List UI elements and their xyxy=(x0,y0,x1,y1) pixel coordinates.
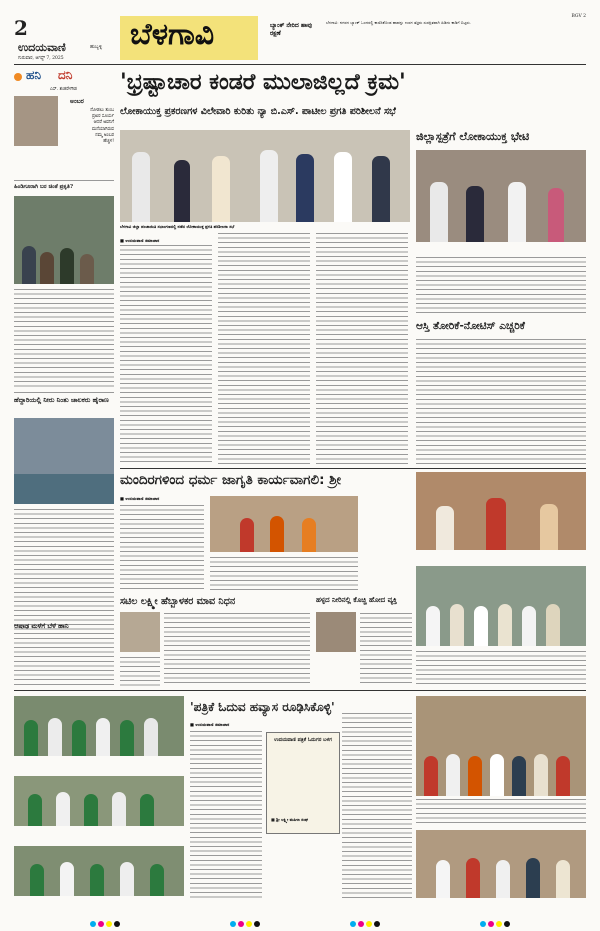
poem-line: ಪ್ರಖರ ಸೂರ್ಯ xyxy=(91,114,114,120)
left-column xyxy=(14,68,114,688)
masthead xyxy=(14,14,586,64)
story1-photo xyxy=(14,196,114,284)
main-photo-caption: ಬೆಳಗಾವಿ ಜಿಲ್ಲಾ ಪಂಚಾಯಿತಿ ಸಭಾಂಗಣದಲ್ಲಿ ನಡೆದ ಲೋಕಾಯುಕ್ತ ಪ್ರಗತಿ ಪರಿಶೀಲನಾ ಸಭೆ xyxy=(120,224,235,229)
main-text-col2 xyxy=(218,232,310,466)
story1-headline: ಹಿಂಡಿಗೂರಾಗಿ ಬರ ಚಿಂತೆ ಪ್ರಕೃತಿ? xyxy=(14,184,74,190)
poem-line: ಮನೆಯಾಗಿರುವ xyxy=(92,126,114,132)
obit1-text-lower xyxy=(120,656,160,686)
bottom-left-photo1 xyxy=(14,696,184,756)
page-number: 2 xyxy=(14,16,28,40)
main-photo xyxy=(120,130,410,222)
poem-body xyxy=(66,108,114,145)
edition-code: BGV 2 xyxy=(571,14,586,19)
obit1-photo xyxy=(120,612,160,652)
main-text-col1 xyxy=(120,244,212,466)
section-rule xyxy=(120,468,586,469)
paper-tag: ಹುಬ್ಬಳ್ಳಿ xyxy=(90,44,103,50)
registration-marks xyxy=(90,912,122,931)
logo-text: ಹನಿ xyxy=(26,68,41,82)
obit2-text xyxy=(360,612,412,686)
main-subhead: ಲೋಕಾಯುಕ್ತ ಪ್ರಕರಣಗಳ ವಿಲೇವಾರಿ ಕುರಿತು ನ್ಯಾ ಬಿ.ಎಸ್. ಪಾಟೀಲ ಪ್ರಗತಿ ಪರಿಶೀಲನೆ ಸಭೆ xyxy=(120,106,396,117)
poem-title: ಅಂಬರ xyxy=(70,98,84,105)
story2-photo xyxy=(14,418,114,504)
bottom-left-photo3 xyxy=(14,846,184,896)
main-text-col3 xyxy=(316,232,408,466)
section-title: ಬೆಳಗಾವಿ xyxy=(130,17,215,52)
bottom-box-item: ■ ಶ್ರೀ ಲಕ್ಷ್ಮೀ ಮಹಿಳಾ ಸಂಘ xyxy=(271,817,309,822)
bottom-right-caption1 xyxy=(416,798,586,826)
obit1-text xyxy=(164,612,310,686)
registration-marks xyxy=(230,912,262,931)
bottom-headline: 'ಪತ್ರಿಕೆ ಓದುವ ಹವ್ಯಾಸ ರೂಢಿಸಿಕೊಳ್ಳಿ' xyxy=(190,700,335,714)
story2-text xyxy=(14,508,114,688)
paper-name: ಉದಯವಾಣಿ xyxy=(18,41,66,54)
bottom-byline: ■ ಉದಯವಾಣಿ ಸಮಾಚಾರ xyxy=(190,722,230,727)
side2-text xyxy=(416,338,586,466)
dharma-photo3-caption xyxy=(416,650,586,686)
dharma-photo3 xyxy=(416,566,586,646)
dharma-photo1 xyxy=(210,496,358,552)
bottom-left-photo2 xyxy=(14,776,184,826)
masthead-rule xyxy=(14,64,586,65)
date-line: ಗುರುವಾರ, ಆಗಸ್ಟ್ 7, 2025 xyxy=(18,56,64,61)
logo-accent: ದನಿ xyxy=(58,68,73,82)
poem-line: ನೋಡಲು ತುಂಬ xyxy=(90,108,114,113)
main-byline: ■ ಉದಯವಾಣಿ ಸಮಾಚಾರ xyxy=(120,238,160,243)
section-rule xyxy=(14,690,586,691)
poem-line: ನಮ್ಮ ಅಂಬರ xyxy=(95,132,114,138)
dharma-text-col2 xyxy=(210,556,358,592)
obit2-photo xyxy=(316,612,356,652)
side2-headline: ಆಸ್ತಿ ತೋರಿಕೆ-ನೋಟಿಸ್ ಎಚ್ಚರಿಕೆ xyxy=(416,320,525,332)
logo-dot-icon xyxy=(14,73,22,81)
dharma-headline: ಮಂದಿರಗಳಿಂದ ಧರ್ಮ ಜಾಗೃತಿ ಕಾರ್ಯವಾಗಲಿ: ಶ್ರೀ xyxy=(120,472,342,488)
bottom-text-col2 xyxy=(342,712,412,900)
bottom-box xyxy=(266,732,340,834)
bottom-right-photo2 xyxy=(416,830,586,898)
poem-line: ಹೆಚ್ಚಳ! xyxy=(103,139,114,145)
poet-photo xyxy=(14,96,58,146)
dharma-photo2 xyxy=(416,472,586,550)
section-title-block xyxy=(120,16,258,60)
side1-photo xyxy=(416,150,586,242)
divider xyxy=(14,180,114,181)
dharma-byline: ■ ಉದಯವಾಣಿ ಸಮಾಚಾರ xyxy=(120,496,160,501)
logo-sub: ಎಸ್. ಶಂಕರೇಗೌಡ xyxy=(50,87,77,92)
bottom-box-title: ಉದಯವಾಣಿ ಪತ್ರಿಕೆ ಓದುಗರ ಬಳಗ xyxy=(274,737,332,743)
divider xyxy=(14,392,114,393)
side1-text xyxy=(416,256,586,316)
side-tag: ಬ್ಯಾಂಕ್ ನೇರಿದ ಹಾವು ರಕ್ಷಣೆ xyxy=(270,22,313,37)
dharma-photo2-caption xyxy=(416,552,586,564)
left-column-story3: ಆಷಾಢ ಮಳೆಗೆ ಬೆಳೆ ಹಾನಿ xyxy=(14,622,69,630)
poem-line: ಆದರೆ ಅವನಿಗೆ xyxy=(93,120,114,126)
story2-headline: ಹೆದ್ದಾರಿಯಲ್ಲಿ ನೀರು ನಿಂತು ಚಾಲಕರು ಹೈರಾಣ xyxy=(14,396,109,404)
haniddani-logo xyxy=(14,68,114,88)
obit2-headline: ಹಳ್ಳದ ನೀರಿನಲ್ಲಿ ಕೊಚ್ಚಿ ಹೋದ ವ್ಯಕ್ತಿ xyxy=(316,596,397,604)
obit1-headline: ಸಟಿಲ ಲಕ್ಷ್ಮೀ ಹೆಬ್ಬಾಳಕರ ಮಾವ ನಿಧನ xyxy=(120,596,236,607)
story1-text xyxy=(14,288,114,388)
dharma-text-col1 xyxy=(120,504,204,592)
side1-headline: ಜಿಲ್ಲಾಸ್ಪತ್ರೆಗೆ ಲೋಕಾಯುಕ್ತ ಭೇಟಿ xyxy=(416,130,530,143)
bottom-text-col1 xyxy=(190,730,262,900)
registration-marks xyxy=(480,912,512,931)
registration-marks xyxy=(350,912,382,931)
bottom-right-photo1 xyxy=(416,696,586,796)
side-brief: ಬೆಳಗಾವಿ: ನಗರದ ಬ್ಯಾಂಕ್ ಒಂದರಲ್ಲಿ ಕಾಣಿಸಿಕೊಂಡ ಹಾವನ್ನು ಉರಗ ತಜ್ಞರು ಸುರಕ್ಷಿತವಾಗಿ ಹಿಡಿದು ಕಾಡಿಗೆ ಬಿಟ್ಟರು. xyxy=(326,20,472,25)
main-headline: 'ಭ್ರಷ್ಟಾಚಾರ ಕಂಡರೆ ಮುಲಾಜಿಲ್ಲದೆ ಕ್ರಮ' xyxy=(120,70,406,95)
